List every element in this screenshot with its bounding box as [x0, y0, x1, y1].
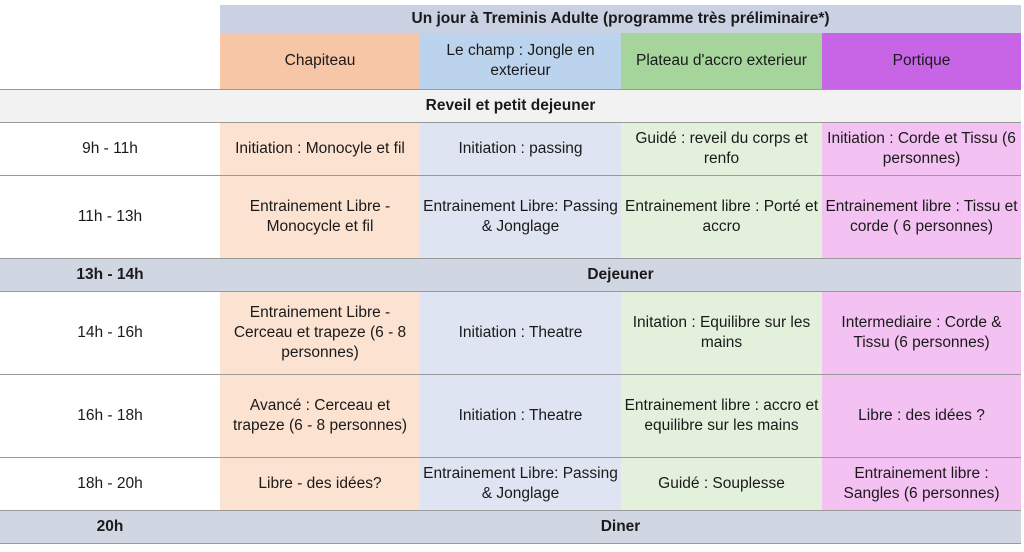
schedule-table — [0, 5, 1021, 544]
plateau-cell: Entrainement libre : accro et equilibre sur les mains — [621, 375, 822, 458]
portique-cell: Initiation : Corde et Tissu (6 personnes) — [822, 123, 1021, 176]
time-cell: 18h - 20h — [0, 458, 220, 511]
portique-cell: Intermediaire : Corde & Tissu (6 personnes) — [822, 292, 1021, 375]
plateau-cell: Entrainement libre : Porté et accro — [621, 176, 822, 259]
chapiteau-cell: Avancé : Cerceau et trapeze (6 - 8 personnes) — [220, 375, 420, 458]
band-row-reveil — [0, 90, 1021, 123]
title-row — [0, 5, 1021, 33]
champ-cell: Initiation : Theatre — [420, 375, 621, 458]
band-label: Dejeuner — [220, 259, 1021, 292]
table-row — [0, 375, 1021, 458]
band-row-dejeuner — [0, 259, 1021, 292]
header-row — [0, 33, 1021, 90]
time-cell: 14h - 16h — [0, 292, 220, 375]
champ-cell: Initiation : Theatre — [420, 292, 621, 375]
portique-cell: Entrainement libre : Sangles (6 personnes) — [822, 458, 1021, 511]
table-title: Un jour à Treminis Adulte (programme très préliminaire*) — [220, 5, 1021, 33]
champ-cell: Entrainement Libre: Passing & Jonglage — [420, 176, 621, 259]
portique-cell: Libre : des idées ? — [822, 375, 1021, 458]
band-time: 13h - 14h — [0, 259, 220, 292]
table-row — [0, 176, 1021, 259]
time-cell: 9h - 11h — [0, 123, 220, 176]
column-header-portique: Portique — [822, 33, 1021, 90]
time-cell: 16h - 18h — [0, 375, 220, 458]
champ-cell: Entrainement Libre: Passing & Jonglage — [420, 458, 621, 511]
chapiteau-cell: Libre - des idées? — [220, 458, 420, 511]
plateau-cell: Initation : Equilibre sur les mains — [621, 292, 822, 375]
column-header-chapiteau: Chapiteau — [220, 33, 420, 90]
column-header-plateau: Plateau d'accro exterieur — [621, 33, 822, 90]
table-row — [0, 123, 1021, 176]
table-row — [0, 458, 1021, 511]
band-row-diner — [0, 511, 1021, 544]
band-label: Reveil et petit dejeuner — [0, 90, 1021, 123]
band-time: 20h — [0, 511, 220, 544]
plateau-cell: Guidé : reveil du corps et renfo — [621, 123, 822, 176]
time-cell: 11h - 13h — [0, 176, 220, 259]
portique-cell: Entrainement libre : Tissu et corde ( 6 personnes) — [822, 176, 1021, 259]
plateau-cell: Guidé : Souplesse — [621, 458, 822, 511]
chapiteau-cell: Entrainement Libre - Cerceau et trapeze (6 - 8 personnes) — [220, 292, 420, 375]
chapiteau-cell: Entrainement Libre - Monocycle et fil — [220, 176, 420, 259]
chapiteau-cell: Initiation : Monocyle et fil — [220, 123, 420, 176]
column-header-champ: Le champ : Jongle en exterieur — [420, 33, 621, 90]
band-label: Diner — [220, 511, 1021, 544]
table-row — [0, 292, 1021, 375]
champ-cell: Initiation : passing — [420, 123, 621, 176]
